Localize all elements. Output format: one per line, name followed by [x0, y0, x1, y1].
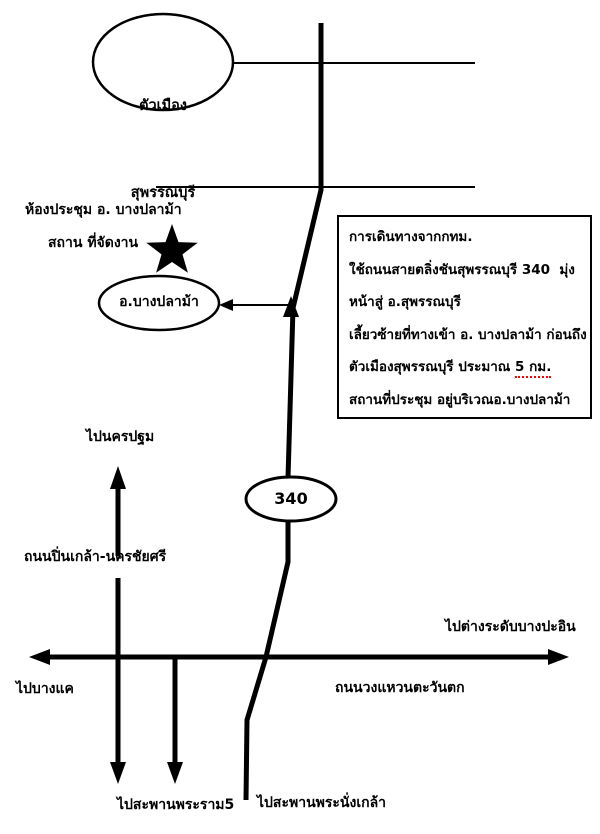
bang-pla-ma-label: อ.บางปลาม้า — [119, 294, 199, 310]
info-line-4: เลี้ยวซ้ายที่ทางเข้า อ. บางปลาม้า ก่อนถึง — [349, 326, 587, 343]
venue-label-line2: สถาน ที่จัดงาน — [48, 235, 139, 251]
to-rama5-bridge-label: ไปสะพานพระราม5 — [117, 797, 235, 813]
city-oval-label-line1: ตัวเมือง — [139, 98, 187, 114]
info-line-2: ใช้ถนนสายตลิ่งชันสุพรรณบุรี 340 มุ่ง — [349, 261, 575, 278]
to-nakhon-pathom-label: ไปนครปฐม — [86, 429, 155, 445]
branch-arrowhead-left-icon — [219, 299, 233, 311]
info-line-5 — [349, 351, 590, 384]
arrowhead-right-icon — [548, 649, 569, 665]
spellcheck-underlined-text: 5 กม. — [515, 359, 551, 378]
info-box — [337, 215, 592, 419]
info-line-5-text: ตัวเมืองสุพรรณบุรี ประมาณ — [349, 359, 516, 375]
arrowhead-down-icon — [110, 762, 126, 784]
road-340-path — [246, 23, 321, 800]
pinklao-road-label: ถนนปิ่นเกล้า-นครชัยศรี — [24, 549, 167, 565]
arrowhead-up-icon — [110, 466, 126, 489]
ring-road-label: ถนนวงแหวนตะวันตก — [335, 680, 465, 696]
venue-label-line1: ห้องประชุม อ. บางปลาม้า — [25, 202, 182, 218]
to-bang-khae-label: ไปบางแค — [16, 681, 74, 697]
arrowhead-left-icon — [29, 649, 50, 665]
info-line-6: สถานที่ประชุม อยู่บริเวณอ.บางปลาม้า — [349, 391, 571, 408]
info-line-1: การเดินทางจากกทม. — [349, 229, 473, 245]
arrowhead-down-icon-2 — [167, 762, 183, 784]
info-line-3: หน้าสู่ อ.สุพรรณบุรี — [349, 294, 461, 310]
to-phra-nangklao-bridge-label: ไปสะพานพระนั่งเกล้า — [257, 795, 387, 811]
city-oval-label — [93, 34, 233, 266]
to-bang-pa-in-label: ไปต่างระดับบางปะอิน — [445, 619, 576, 635]
city-oval-label-line2: สุพรรณบุรี — [130, 185, 196, 201]
route-340-label: 340 — [274, 489, 308, 508]
